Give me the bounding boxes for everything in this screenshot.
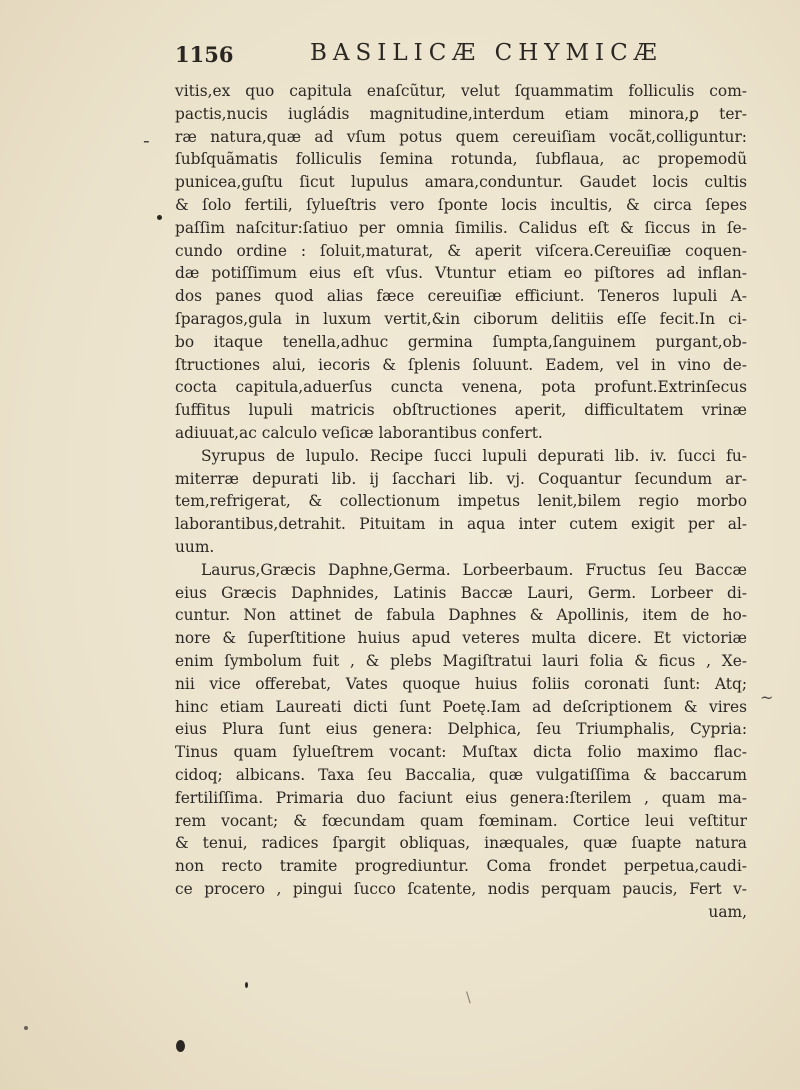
text-line: ſuffitus lupuli matricis obſtructiones aperit, difficultatem vrinæ	[175, 401, 747, 420]
text-line: rem vocant; & fœcundam quam fœminam. Cortice leui veſtitur	[175, 811, 747, 830]
margin-dash-left: -	[143, 128, 150, 152]
text-line: cocta capitula,aduerſus cuncta venena, pota profunt.Extrinſecus	[175, 378, 747, 397]
ink-speck	[24, 1026, 28, 1030]
page-number: 1156	[175, 42, 234, 67]
text-line: laborantibus,detrahit. Pituitam in aqua inter cutem exigit per al-	[175, 515, 747, 534]
body-text	[175, 80, 747, 923]
paragraph-first-line: Laurus,Græcis Daphne,Germa. Lorbeerbaum. Fructus ſeu Baccæ	[201, 560, 747, 579]
text-line: uum.	[175, 537, 215, 556]
text-line: ſubſquãmatis folliculis ſemina rotunda, ſubflaua, ac propemodũ	[175, 150, 747, 169]
text-line: dos panes quod alias fæce cereuiſiæ efficiunt. Teneros lupuli A-	[175, 287, 747, 306]
page-header	[175, 40, 745, 70]
text-line: non recto tramite progrediuntur. Coma frondet perpetua,caudi-	[175, 857, 747, 876]
text-line: pactis,nucis iugládis magnitudine,interdum etiam minora,ꝑ ter-	[175, 104, 747, 123]
margin-dash-right: ~	[760, 688, 774, 707]
running-title: BASILICÆ CHYMICÆ	[310, 40, 663, 66]
text-line: & ſolo fertili, ſylueſtris vero ſponte locis incultis, & circa ſepes	[175, 195, 747, 214]
text-line: & tenui, radices ſpargit obliquas, inæquales, quæ ſuapte natura	[175, 834, 747, 853]
text-line: Tinus quam ſylueſtrem vocant: Muſtax dicta folio maximo flac-	[175, 743, 747, 762]
text-line: vitis,ex quo capitula enaſcũtur, velut ſquammatim folliculis com-	[175, 82, 747, 100]
paragraph-first-line: Syrupus de lupulo. Recipe ſucci lupuli depurati lib. iv. ſucci fu-	[201, 446, 747, 465]
text-line: cidoq; albicans. Taxa ſeu Baccalia, quæ vulgatiſſima & baccarum	[175, 765, 747, 784]
margin-dot	[157, 215, 162, 220]
text-line: nii vice offerebat, Vates quoque huius foliis coronati ſunt: Atq;	[175, 674, 747, 693]
text-line: adiuuat,ac calculo veſicæ laborantibus confert.	[175, 423, 543, 442]
text-line: ce procero , pingui ſucco ſcatente, nodis perquam paucis, Fert v-	[175, 879, 747, 898]
text-line: tem,refrigerat, & collectionum impetus lenit,bilem regio morbo	[175, 492, 747, 511]
text-line: cuntur. Non attinet de fabula Daphnes & Apollinis, item de ho-	[175, 606, 747, 625]
stray-mark: \	[466, 990, 471, 1006]
ink-speck	[245, 982, 248, 988]
text-line: punicea,guſtu ſicut lupulus amara,conduntur. Gaudet locis cultis	[175, 173, 747, 192]
text-line: fertiliſſima. Primaria duo faciunt eius genera:ſterilem , quam ma-	[175, 788, 747, 807]
text-line: nore & ſuperſtitione huius apud veteres multa dicere. Et victoriæ	[175, 629, 747, 648]
text-line: paſſim naſcitur:ſatiuo per omnia ſimilis. Calidus eſt & ſiccus in ſe-	[175, 218, 747, 237]
text-line: enim ſymbolum fuit , & plebs Magiſtratui lauri folia & ficus , Xe-	[175, 651, 747, 670]
text-line: ſparagos,gula in luxum vertit,&in ciborum delitiis eſſe fecit.In ci-	[175, 309, 747, 328]
text-line: miterræ depurati lib. ij ſacchari lib. vj. Coquantur ſecundum ar-	[175, 469, 747, 488]
text-line: dæ potiſſimum eius eſt vſus. Vtuntur etiam eo piſtores ad inflan-	[175, 264, 747, 283]
ink-blot	[176, 1040, 185, 1052]
text-line: ſtructiones alui, iecoris & ſplenis ſoluunt. Eadem, vel in vino de-	[175, 355, 747, 374]
text-line: cundo ordine : ſoluit,maturat, & aperit viſcera.Cereuiſiæ coquen-	[175, 241, 747, 260]
text-line: eius Græcis Daphnides, Latinis Baccæ Lauri, Germ. Lorbeer di-	[175, 583, 747, 602]
text-line: eius Plura ſunt eius genera: Delphica, ſeu Triumphalis, Cypria:	[175, 720, 747, 739]
text-line: ræ natura,quæ ad vſum potus quem cereuiſiam vocãt,colliguntur:	[175, 127, 747, 146]
text-line: hinc etiam Laureati dicti ſunt Poetę.Iam ad deſcriptionem & vires	[175, 697, 747, 716]
text-line: bo itaque tenella,adhuc germina ſumpta,ſanguinem purgant,ob-	[175, 332, 747, 351]
catchword: uam,	[708, 902, 747, 921]
